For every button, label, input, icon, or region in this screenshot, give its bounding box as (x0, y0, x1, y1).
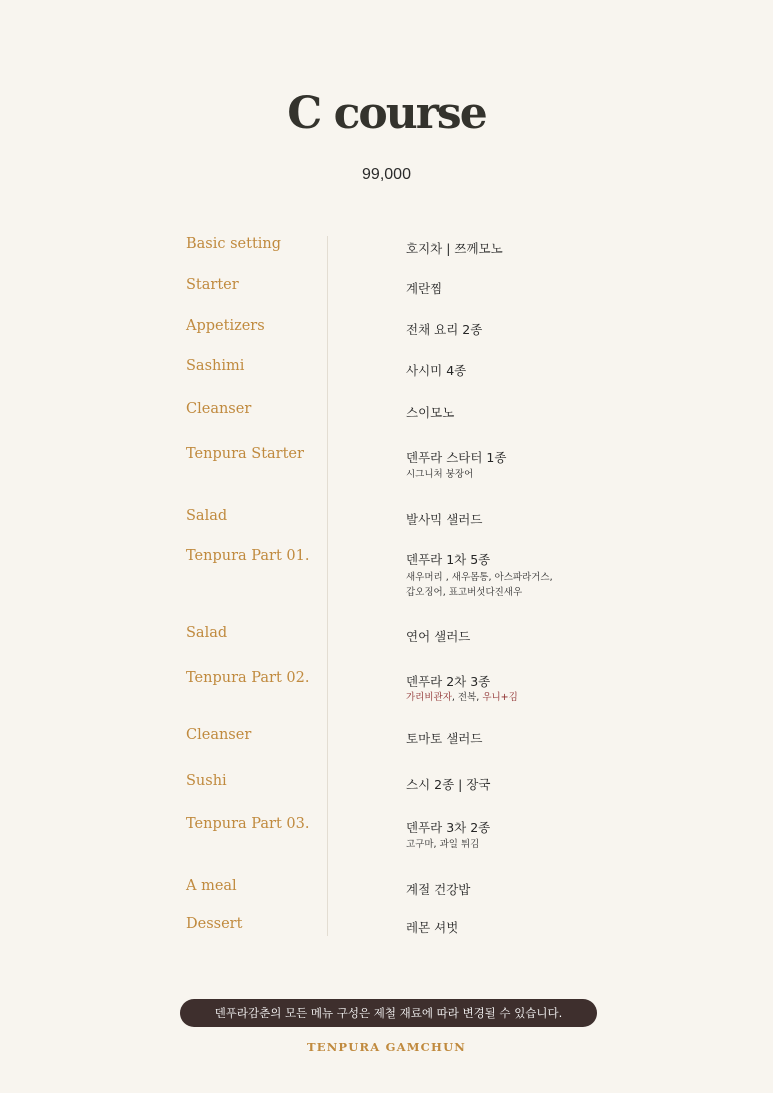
course-price: 99,000 (362, 166, 411, 183)
menu-change-notice: 덴푸라감춘의 모든 메뉴 구성은 제철 재료에 따라 변경될 수 있습니다. (180, 999, 597, 1027)
course-label-tenpura-part-03: Tenpura Part 03. (186, 816, 310, 832)
note-abalone: , 전복, (451, 692, 483, 703)
course-item-sushi: 스시 2종 | 장국 (406, 777, 491, 792)
course-item-appetizers: 전채 요리 2종 (406, 322, 483, 337)
course-item-starter: 계란찜 (406, 281, 443, 296)
course-label-dessert: Dessert (186, 916, 243, 932)
course-note-tenpura-part-02 (406, 690, 518, 705)
course-item-cleanser: 스이모노 (406, 405, 455, 420)
course-label-a-meal: A meal (186, 878, 237, 894)
course-item-tenpura-part-03: 덴푸라 3차 2종 (406, 820, 491, 835)
course-note-tenpura-part-01-line1: 새우머리 , 새우몸통, 아스파라거스, (406, 572, 553, 583)
page-title: C course (287, 88, 486, 139)
course-item-dessert: 레몬 셔벗 (406, 920, 459, 935)
note-uni: 우니+김 (482, 692, 518, 703)
course-label-basic-setting: Basic setting (186, 236, 282, 252)
course-label-salad-2: Salad (186, 625, 228, 641)
course-label-sashimi: Sashimi (186, 358, 245, 374)
course-item-salad-2: 연어 샐러드 (406, 629, 471, 644)
course-note-tenpura-part-03: 고구마, 과일 튀김 (406, 839, 480, 850)
course-label-tenpura-part-01: Tenpura Part 01. (186, 548, 310, 564)
course-item-tenpura-part-01: 덴푸라 1차 5종 (406, 552, 491, 567)
course-label-cleanser-2: Cleanser (186, 727, 252, 743)
course-item-sashimi: 사시미 4종 (406, 363, 467, 378)
course-label-appetizers: Appetizers (186, 318, 265, 334)
course-note-tenpura-part-01-line2: 갑오징어, 표고버섯다진새우 (406, 587, 523, 598)
menu-divider (327, 236, 328, 936)
course-label-tenpura-part-02: Tenpura Part 02. (186, 670, 310, 686)
course-item-basic-setting: 호지차 | 쯔께모노 (406, 241, 503, 256)
course-label-tenpura-starter: Tenpura Starter (186, 446, 304, 462)
course-item-cleanser-2: 토마토 샐러드 (406, 731, 483, 746)
note-scallop: 가리비관자 (406, 692, 452, 703)
course-label-salad-1: Salad (186, 508, 228, 524)
course-note-tenpura-starter: 시그니처 붕장어 (406, 469, 474, 480)
course-label-cleanser: Cleanser (186, 401, 252, 417)
course-label-starter: Starter (186, 277, 239, 293)
course-item-salad-1: 발사믹 샐러드 (406, 512, 483, 527)
course-item-tenpura-part-02: 덴푸라 2차 3종 (406, 674, 491, 689)
course-item-tenpura-starter: 덴푸라 스타터 1종 (406, 450, 507, 465)
course-item-a-meal: 계절 건강밥 (406, 882, 471, 897)
brand-name: TENPURA GAMCHUN (306, 1040, 467, 1054)
course-label-sushi: Sushi (186, 773, 227, 789)
